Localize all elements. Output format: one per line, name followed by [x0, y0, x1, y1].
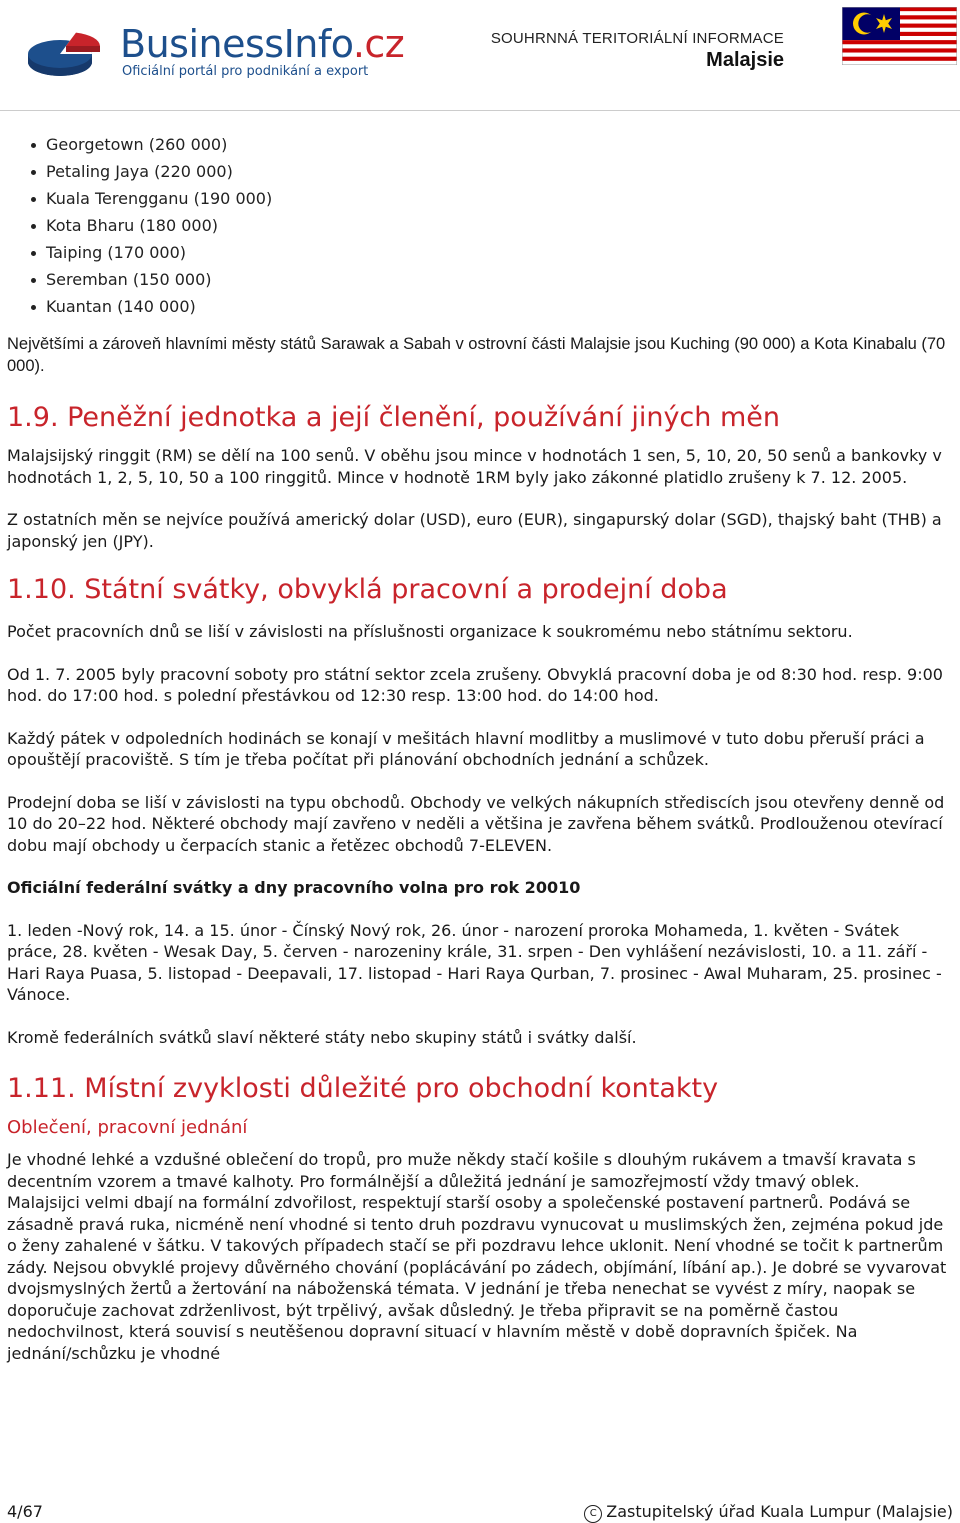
- logo-tagline: Oficiální portál pro podnikání a export: [122, 64, 369, 79]
- footer-copyright: [584, 1502, 953, 1523]
- state-holidays-paragraph: Kromě federálních svátků slaví některé státy nebo skupiny států i svátky další.: [7, 1027, 637, 1047]
- businessinfo-logo[interactable]: [26, 20, 405, 84]
- clothing-subheading: Oblečení, pracovní jednání: [7, 1117, 248, 1138]
- main-content: [7, 131, 952, 1364]
- document-heading: [491, 30, 784, 72]
- working-hours-paragraph: Od 1. 7. 2005 byly pracovní soboty pro státní sektor zcela zrušeny. Obvyklá pracovní doba je od 8:30 hod. resp. 9:00 hod. do 17:00 hod. s polední přestávkou od 12:30 resp. 13:00 hod. do 14:00 hod.: [7, 664, 943, 705]
- foreign-currency-paragraph: Z ostatních měn se nejvíce používá americký dolar (USD), euro (EUR), singapurský dolar (SGD), thajský baht (THB) a japonský jen (JPY).: [7, 510, 942, 551]
- shop-hours-paragraph: Prodejní doba se liší v závislosti na typu obchodů. Obchody ve velkých nákupních střediscích jsou otevřeny denně od 10 do 20–22 hod. Některé obchody mají zavřeno v neděli a většina je zavřena během svátků. Prodlouženou otevírací dobu mají obchody u čerpacích stanic a řetězec obchodů 7-ELEVEN.: [7, 792, 945, 855]
- list-item: Kota Bharu (180 000): [7, 212, 952, 239]
- page-number: 4/67: [7, 1502, 43, 1521]
- section-1-11-heading: 1.11. Místní zvyklosti důležité pro obchodní kontakty: [7, 1073, 719, 1104]
- logo-pie-icon: [26, 28, 116, 80]
- list-item: Georgetown (260 000): [7, 131, 952, 158]
- working-days-paragraph: Počet pracovních dnů se liší v závislosti na příslušnosti organizace k soukromému nebo státnímu sektoru.: [7, 622, 853, 641]
- holidays-list: 1. leden -Nový rok, 14. a 15. únor - Čínský Nový rok, 26. únor - narození proroka Mohameda, 1. květen - Svátek práce, 28. květen - Wesak Day, 5. červen - narozeniny krále, 31. srpen - Den vyhlášení nezávislosti, 10. a 11. září - Hari Raya Puasa, 5. listopad - Deepavali, 17. listopad - Hari Raya Qurban, 7. prosinec - Awal Muharam, 25. prosinec - Vánoce.: [7, 920, 942, 1004]
- list-item: Petaling Jaya (220 000): [7, 158, 952, 185]
- country-title: Malajsie: [706, 49, 784, 71]
- document-subtitle: SOUHRNNÁ TERITORIÁLNÍ INFORMACE: [490, 30, 784, 47]
- etiquette-paragraph: Malajsijci velmi dbají na formální zdvořilost, respektují starší osoby a společenské postavení partnerů. Podává se zásadně pravá ruka, nicméně není vhodné si tento druh pozdravu vynucovat u muslimských žen, zejména pokud jde o ženy zahalené v šátku. V takových případech stačí se při pozdravu lehce uklonit. Není vhodné se točit k partnerům zády. Nejsou obvyklé projevy důvěrného chování (poplácávání po zádech, objímání, líbání ap.). Je dobré se vyvarovat dvojsmyslných žertů a žertování na náboženská témata. V jednání je třeba nenechat se vyvést z míry, naopak se doporučuje zachovat zdrženlivost, být trpělivý, avšak důsledný. Je třeba připravit se na poměrně častou nedochvilnost, která souvisí s neutěšenou dopravní situací v hlavním městě v době dopravních špiček. Na jednání/schůzku je vhodné: [7, 1193, 947, 1363]
- list-item: Seremban (150 000): [7, 266, 952, 293]
- list-item: Taiping (170 000): [7, 239, 952, 266]
- section-1-9-heading: 1.9. Peněžní jednotka a její členění, používání jiných měn: [7, 402, 780, 433]
- list-item: Kuantan (140 000): [7, 293, 952, 320]
- logo-wordmark: BusinessInfo.cz: [120, 22, 405, 66]
- cities-note: Největšími a zároveň hlavními městy států Sarawak a Sabah v ostrovní části Malajsie jsou Kuching (90 000) a Kota Kinabalu (70 000).: [7, 335, 946, 375]
- malaysia-flag-icon: [842, 7, 957, 65]
- currency-paragraph: Malajsijský ringgit (RM) se dělí na 100 senů. V oběhu jsou mince v hodnotách 1 sen, 5, 10, 20, 50 senů a bankovky v hodnotách 1, 2, 5, 10, 50 a 100 ringgitů. Mince v hodnotě 1RM byly jako zákonné platidlo zrušeny k 7. 12. 2005.: [7, 446, 942, 487]
- copyright-text: Zastupitelský úřad Kuala Lumpur (Malajsie): [606, 1502, 953, 1521]
- section-1-10-heading: 1.10. Státní svátky, obvyklá pracovní a prodejní doba: [7, 574, 728, 605]
- page-footer: [7, 1502, 953, 1522]
- city-list: [7, 131, 952, 320]
- holidays-title: Oficiální federální svátky a dny pracovního volna pro rok 20010: [7, 878, 581, 897]
- list-item: Kuala Terengganu (190 000): [7, 185, 952, 212]
- header-divider: [0, 110, 960, 111]
- friday-prayer-paragraph: Každý pátek v odpoledních hodinách se konají v mešitách hlavní modlitby a muslimové v tuto dobu přeruší práci a opouštějí pracoviště. S tím je třeba počítat při plánování obchodních jednání a schůzek.: [7, 728, 925, 769]
- page-header: [0, 0, 960, 100]
- clothing-paragraph: Je vhodné lehké a vzdušné oblečení do tropů, pro muže někdy stačí košile s dlouhým rukávem a tmavší kravata s decentním vzorem a tmavé kalhoty. Pro formálnější a důležitá jednání je samozřejmostí vždy tmavý oblek.: [7, 1150, 916, 1191]
- copyright-icon: C: [584, 1505, 602, 1523]
